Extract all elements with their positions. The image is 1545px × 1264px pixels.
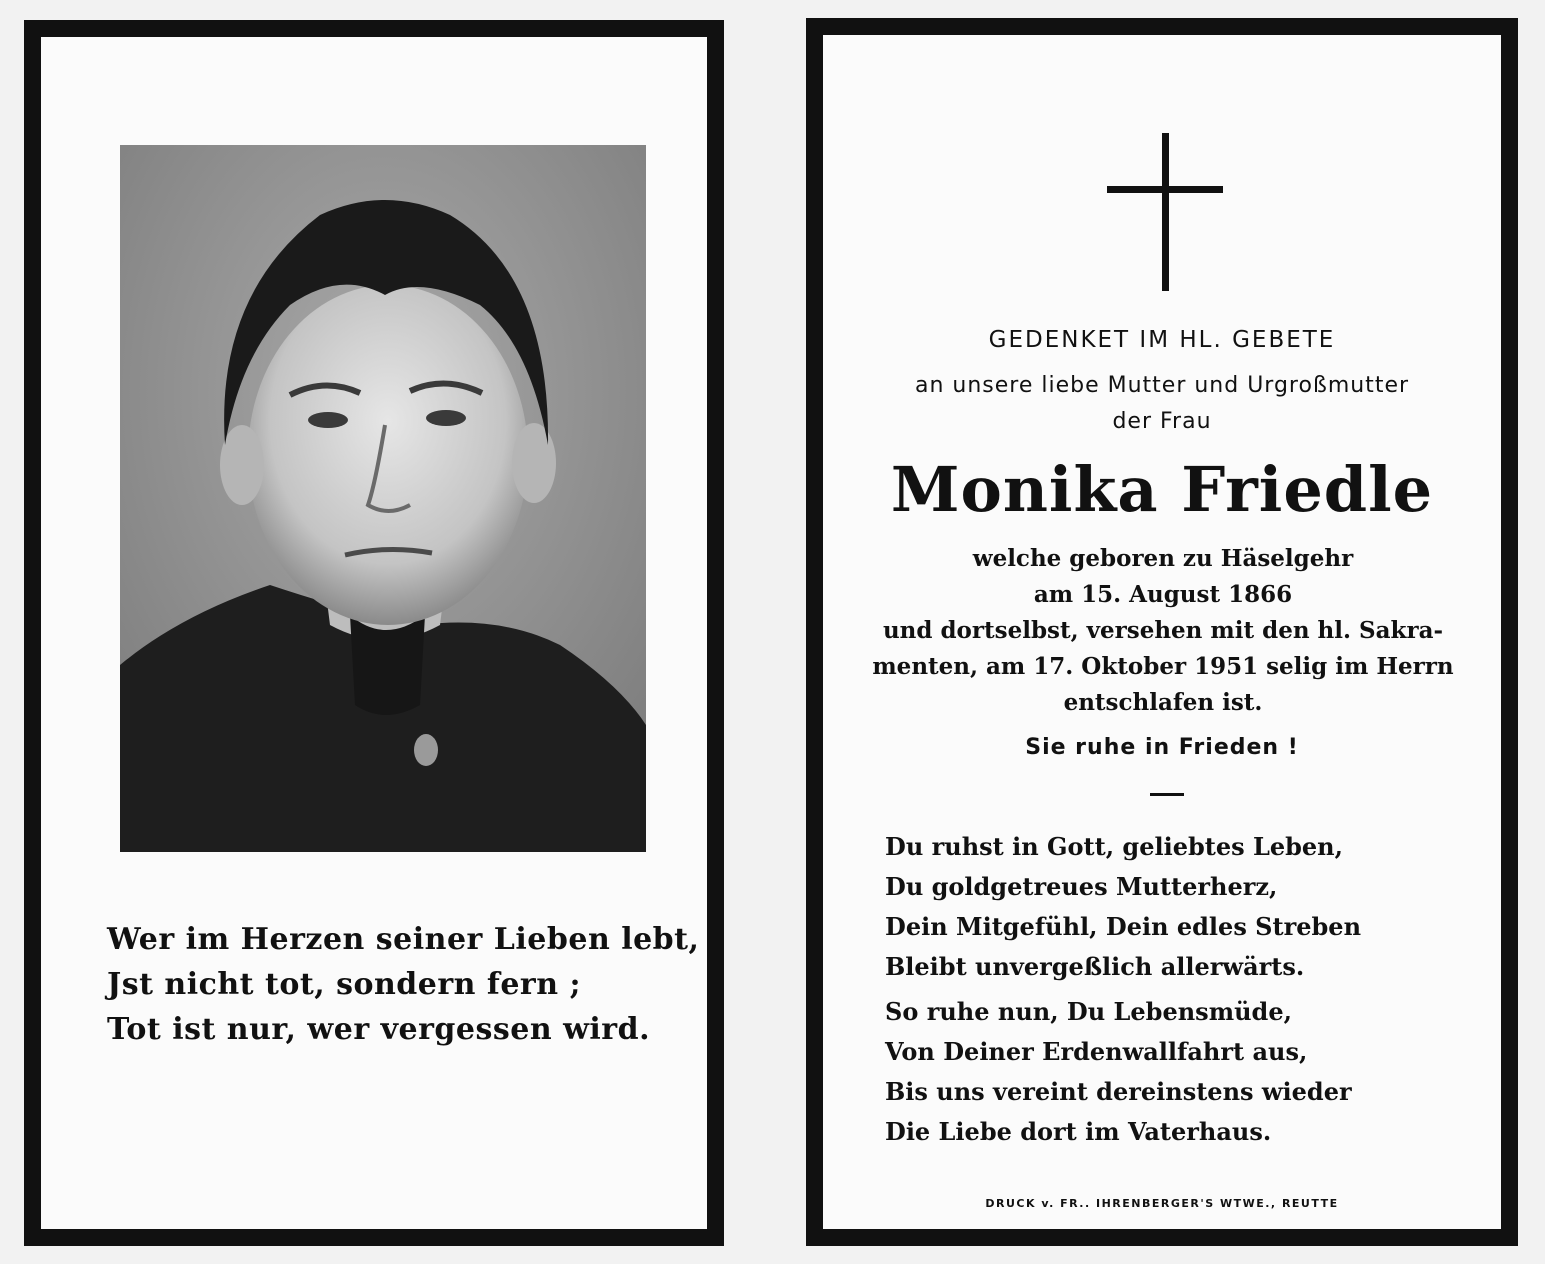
bio-line: und dortselbst, versehen mit den hl. Sakra-: [882, 617, 1444, 644]
verse-line: Bis uns vereint dereinstens wieder: [885, 1077, 1352, 1106]
biography: [863, 541, 1463, 721]
left-verse: [107, 917, 707, 1052]
verse-line: Dein Mitgefühl, Dein edles Streben: [885, 912, 1362, 941]
divider: [1150, 793, 1184, 796]
verse-line: Die Liebe dort im Vaterhaus.: [885, 1117, 1272, 1146]
rest-in-peace: Sie ruhe in Frieden !: [1025, 735, 1299, 760]
heading: GEDENKET IM HL. GEBETE: [988, 327, 1336, 353]
intro-line: an unsere liebe Mutter und Urgroßmutter: [914, 373, 1410, 398]
deceased-name: Monika Friedle: [890, 453, 1434, 526]
verse-line: Tot ist nur, wer vergessen wird.: [107, 1012, 651, 1047]
bio-line: menten, am 17. Oktober 1951 selig im Herrn: [872, 653, 1454, 680]
verse-line: Du goldgetreues Mutterherz,: [885, 872, 1278, 901]
bio-line: entschlafen ist.: [1063, 689, 1263, 716]
bio-line: am 15. August 1866: [1033, 581, 1293, 608]
verse-line: Du ruhst in Gott, geliebtes Leben,: [885, 832, 1343, 861]
right-memorial-card: [806, 18, 1518, 1246]
right-verse: [885, 827, 1445, 1152]
verse-line: Bleibt unvergeßlich allerwärts.: [885, 952, 1305, 981]
left-memorial-card: [24, 20, 724, 1246]
portrait-illustration: [120, 145, 646, 852]
bio-line: welche geboren zu Häselgehr: [972, 545, 1354, 572]
verse-line: Von Deiner Erdenwallfahrt aus,: [885, 1037, 1308, 1066]
verse-line: Jst nicht tot, sondern fern ;: [107, 967, 582, 1002]
printer-credit: DRUCK v. FR.. IHRENBERGER'S WTWE., REUTTE: [985, 1197, 1339, 1210]
intro-line-2: der Frau: [1112, 409, 1212, 434]
portrait-photo: [120, 145, 646, 852]
verse-line: So ruhe nun, Du Lebensmüde,: [885, 997, 1292, 1026]
cross-icon: [823, 35, 1501, 305]
verse-line: Wer im Herzen seiner Lieben lebt,: [107, 922, 700, 957]
